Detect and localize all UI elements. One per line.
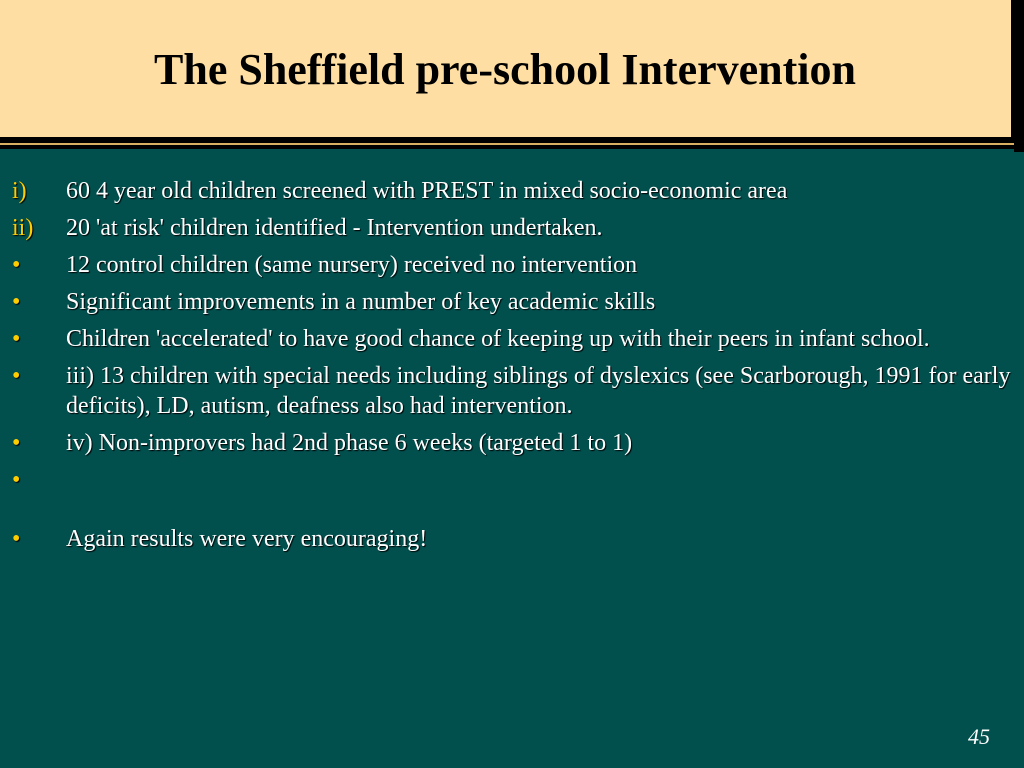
bullet-icon: • [12, 526, 21, 552]
list-item-2 [12, 213, 1012, 243]
list-item-1 [12, 176, 1012, 206]
list-item-4 [12, 287, 1012, 317]
list-marker: i) [12, 178, 27, 204]
list-item-text: 20 'at risk' children identified - Intervention undertaken. [66, 215, 603, 241]
list-item-text: iv) Non-improvers had 2nd phase 6 weeks (targeted 1 to 1) [66, 430, 633, 456]
list-item-7 [12, 428, 1012, 458]
bullet-icon: • [12, 467, 21, 493]
bullet-icon: • [12, 252, 21, 278]
bullet-icon: • [12, 430, 21, 456]
list-item-6 [12, 361, 1012, 421]
list-item-9 [12, 524, 1012, 554]
bullet-icon: • [12, 363, 21, 389]
list-item-text: Again results were very encouraging! [66, 526, 428, 552]
list-spacer [12, 502, 1012, 524]
list-item-text: 12 control children (same nursery) received no intervention [66, 252, 638, 278]
list-item-text: 60 4 year old children screened with PREST in mixed socio-economic area [66, 178, 788, 204]
title-band-shadow [1014, 0, 1024, 152]
bullet-list [12, 176, 1012, 561]
list-item-8-empty [12, 465, 1012, 495]
list-item-text: Children 'accelerated' to have good chance of keeping up with their peers in infant school. [66, 326, 930, 352]
title-rule-thin [0, 145, 1024, 149]
bullet-icon: • [12, 289, 21, 315]
slide-title: The Sheffield pre-school Intervention [154, 45, 856, 94]
list-marker: ii) [12, 215, 34, 241]
list-item-3 [12, 250, 1012, 280]
page-number: 45 [968, 724, 990, 749]
bullet-icon: • [12, 326, 21, 352]
list-item-text: Significant improvements in a number of key academic skills [66, 289, 656, 315]
list-item-5 [12, 324, 1012, 354]
list-item-text: iii) 13 children with special needs including siblings of dyslexics (see Scarborough, 1991 for early deficits), LD, autism, deafness also had intervention. [66, 363, 1011, 419]
